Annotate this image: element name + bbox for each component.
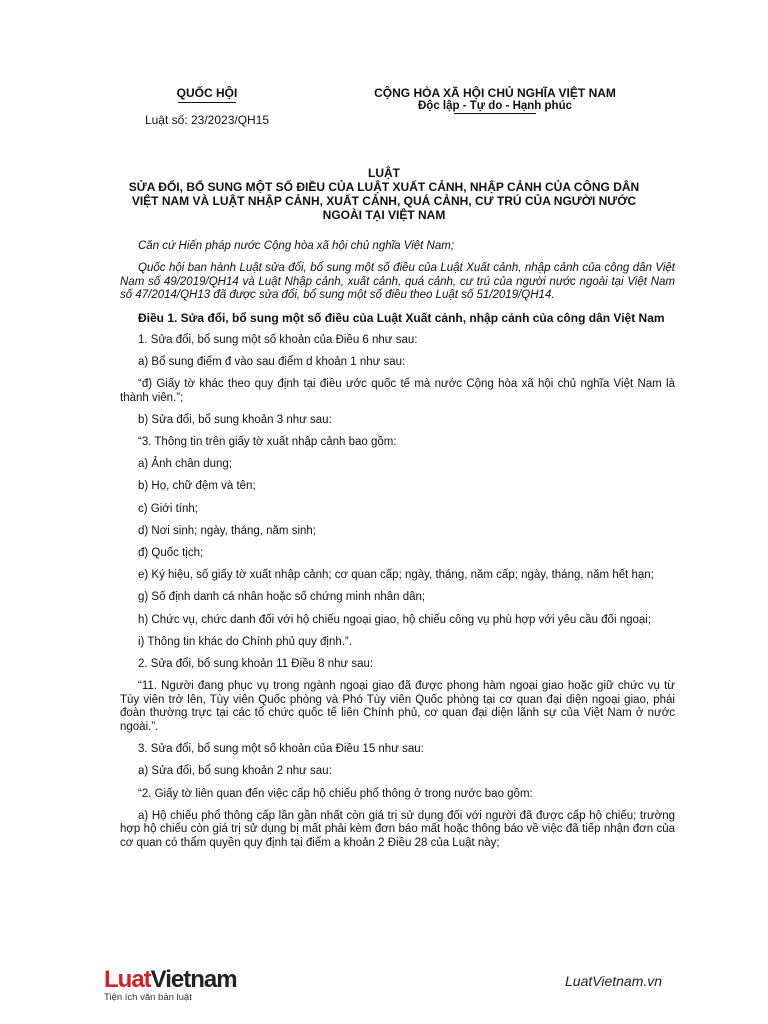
paragraph: 3. Sửa đổi, bổ sung một số khoản của Điều 15 như sau: [138, 743, 424, 756]
paragraph: a) Ảnh chân dung; [138, 458, 232, 471]
law-number: Luật số: 23/2023/QH15 [144, 113, 270, 127]
paragraph: i) Thông tin khác do Chính phủ quy định.”. [138, 635, 352, 648]
title-line-2: VIỆT NAM VÀ LUẬT NHẬP CẢNH, XUẤT CẢNH, QUÁ CẢNH, CƯ TRÚ CỦA NGƯỜI NƯỚC [131, 194, 637, 208]
national-header-block [330, 86, 660, 114]
divider [178, 102, 236, 103]
paragraph: g) Số định danh cá nhân hoặc số chứng minh nhân dân; [138, 591, 426, 604]
document-kind: LUẬT [368, 166, 400, 180]
paragraph: 1. Sửa đổi, bổ sung một số khoản của Điều 6 như sau: [138, 333, 418, 346]
luatvietnam-logo[interactable] [104, 967, 237, 1003]
legal-basis: Căn cứ Hiến pháp nước Cộng hòa xã hội chủ nghĩa Việt Nam; [138, 240, 455, 252]
issuing-agency: QUỐC HỘI [176, 86, 238, 100]
paragraph: d) Nơi sinh; ngày, tháng, năm sinh; [138, 524, 317, 537]
republic-name: CỘNG HÒA XÃ HỘI CHỦ NGHĨA VIỆT NAM [374, 86, 616, 100]
article-1-heading: Điều 1. Sửa đổi, bổ sung một số điều của Luật Xuất cảnh, nhập cảnh của công dân Việt Nam [138, 310, 665, 325]
national-motto: Độc lập - Tự do - Hạnh phúc [418, 100, 572, 112]
logo-tagline: Tiện ích văn bản luật [104, 992, 192, 1003]
paragraph: c) Giới tính; [138, 502, 198, 515]
paragraph: a) Sửa đổi, bổ sung khoản 2 như sau: [138, 765, 332, 778]
logo-part-1: Luat [104, 966, 151, 993]
document-body [120, 240, 675, 859]
paragraph: a) Bổ sung điểm đ vào sau điểm d khoản 1 như sau: [138, 355, 406, 368]
paragraph: “11. Người đang phục vụ trong ngành ngoại giao đã được phong hàm ngoại giao hoặc giữ chức vụ từ Tùy viên trở lên, Tùy viên Quốc phòng và Phó Tùy viên Quốc phòng tại cơ quan đại diện ngoại giao, phái đoàn thường trực tại các tổ chức quốc tế liên Chính phủ, cơ quan đại diện lãnh sự của Việt Nam ở nước ngoài.”. [120, 680, 675, 733]
logo-part-2: Vietnam [150, 966, 237, 993]
paragraph: b) Sửa đổi, bổ sung khoản 3 như sau: [138, 413, 332, 426]
logo-wordmark [104, 967, 237, 993]
paragraph: e) Ký hiệu, số giấy tờ xuất nhập cảnh; cơ quan cấp; ngày, tháng, năm cấp; ngày, tháng, năm hết hạn; [138, 569, 654, 582]
paragraph: “đ) Giấy tờ khác theo quy định tại điều ước quốc tế mà nước Cộng hòa xã hội chủ nghĩa Việt Nam là thành viên.”; [120, 378, 675, 404]
document-title [100, 166, 668, 222]
site-link[interactable]: LuatVietnam.vn [565, 973, 663, 989]
issuing-agency-block [112, 86, 302, 127]
title-line-3: NGOÀI TẠI VIỆT NAM [322, 208, 446, 222]
paragraph: “2. Giấy tờ liên quan đến việc cấp hộ chiếu phổ thông ở trong nước bao gồm: [138, 787, 533, 800]
enactment-clause: Quốc hội ban hành Luật sửa đổi, bổ sung một số điều của Luật Xuất cảnh, nhập cảnh của công dân Việt Nam số 49/2019/QH14 và Luật Nhập cảnh, xuất cảnh, quá cảnh, cư trú của người nước ngoài tại Việt Nam số 47/2014/QH13 đã được sửa đổi, bổ sung một số điều theo Luật số 51/2019/QH14. [120, 262, 675, 302]
paragraph: h) Chức vụ, chức danh đối với hộ chiếu ngoại giao, hộ chiếu công vụ phù hợp với yêu cầu đối ngoại; [138, 613, 652, 626]
paragraph: a) Hộ chiếu phổ thông cấp lần gần nhất còn giá trị sử dụng đối với người đã được cấp hộ chiếu; trường hợp hộ chiếu còn giá trị sử dụng bị mất phải kèm đơn báo mất hoặc thông báo về việc đã tiếp nhận đơn của cơ quan có thẩm quyền quy định tại điểm a khoản 2 Điều 28 của Luật này; [120, 809, 675, 849]
divider [454, 113, 536, 114]
paragraph: đ) Quốc tịch; [138, 547, 204, 560]
paragraph: “3. Thông tin trên giấy tờ xuất nhập cảnh bao gồm: [138, 436, 397, 449]
paragraph: b) Họ, chữ đệm và tên; [138, 480, 256, 493]
paragraph: 2. Sửa đổi, bổ sung khoản 11 Điều 8 như sau: [138, 657, 374, 670]
title-line-1: SỬA ĐỔI, BỔ SUNG MỘT SỐ ĐIỀU CỦA LUẬT XUẤT CẢNH, NHẬP CẢNH CỦA CÔNG DÂN [128, 180, 640, 194]
